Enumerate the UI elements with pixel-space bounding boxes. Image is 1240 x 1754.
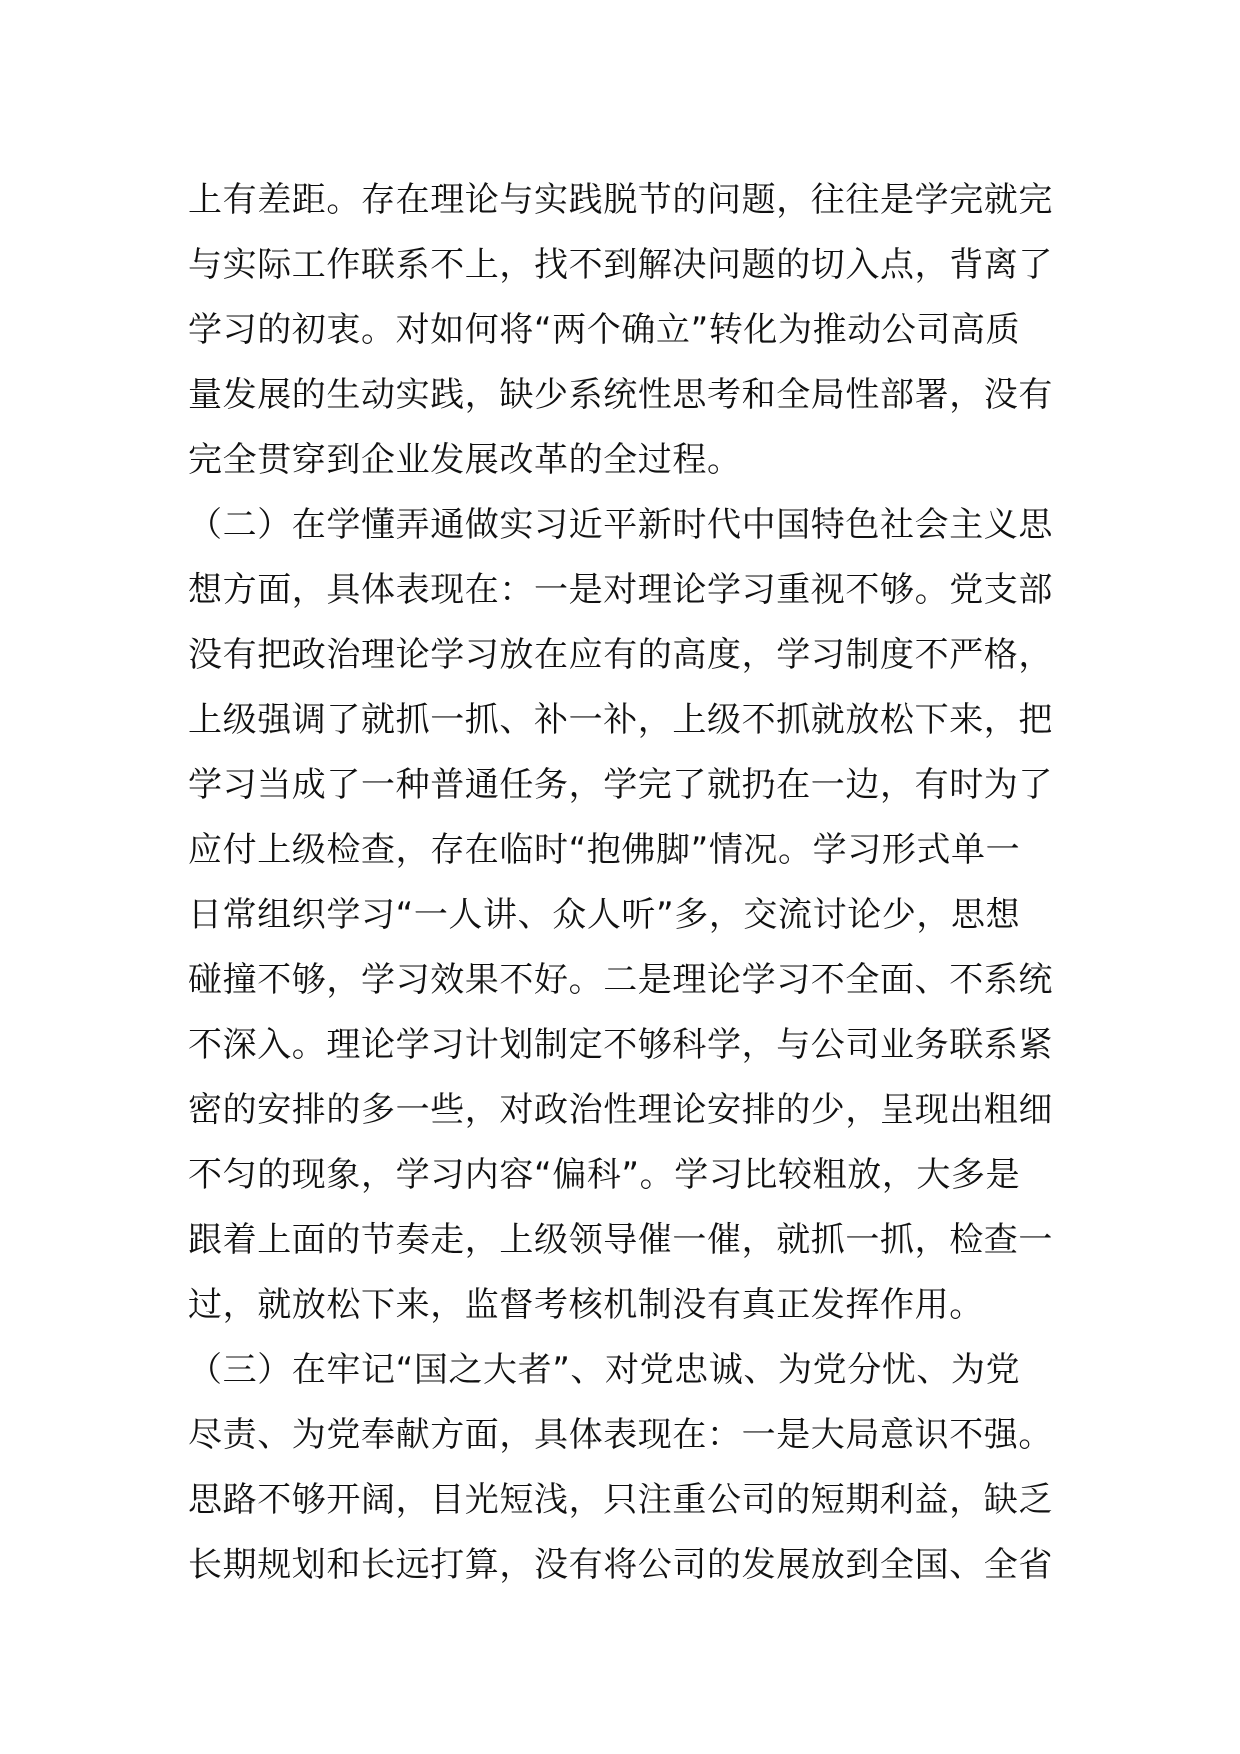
text-line: 学习当成了一种普通任务，学完了就扔在一边，有时为了 (188, 765, 1053, 805)
text-line: 尽责、为党奉献方面，具体表现在：一是大局意识不强。 (188, 1415, 1053, 1455)
text-line: 与实际工作联系不上，找不到解决问题的切入点，背离了 (188, 245, 1053, 285)
text-line: 思路不够开阔，目光短浅，只注重公司的短期利益，缺乏 (188, 1480, 1053, 1520)
text-line: 不匀的现象，学习内容“偏科”。学习比较粗放，大多是 (188, 1155, 1021, 1195)
text-line: 过，就放松下来，监督考核机制没有真正发挥作用。 (188, 1285, 984, 1325)
text-line: 跟着上面的节奏走，上级领导催一催，就抓一抓，检查一 (188, 1220, 1053, 1260)
text-line: 碰撞不够，学习效果不好。二是理论学习不全面、不系统 (188, 960, 1053, 1000)
text-line: 日常组织学习“一人讲、众人听”多，交流讨论少，思想 (188, 895, 1021, 935)
text-line: 完全贯穿到企业发展改革的全过程。 (188, 440, 742, 480)
text-line: 没有把政治理论学习放在应有的高度，学习制度不严格， (188, 635, 1053, 675)
section-heading-line: （二）在学懂弄通做实习近平新时代中国特色社会主义思 (188, 505, 1053, 545)
text-line: 应付上级检查，存在临时“抱佛脚”情况。学习形式单一 (188, 830, 1021, 870)
text-line: 长期规划和长远打算，没有将公司的发展放到全国、全省 (188, 1545, 1053, 1585)
text-line: 量发展的生动实践，缺少系统性思考和全局性部署，没有 (188, 375, 1053, 415)
text-line: 上有差距。存在理论与实践脱节的问题，往往是学完就完 (188, 180, 1053, 220)
text-line: 密的安排的多一些，对政治性理论安排的少，呈现出粗细 (188, 1090, 1053, 1130)
body-text (188, 168, 1068, 1598)
section-heading-line: （三）在牢记“国之大者”、对党忠诚、为党分忧、为党 (188, 1350, 1021, 1390)
text-line: 不深入。理论学习计划制定不够科学，与公司业务联系紧 (188, 1025, 1053, 1065)
text-line: 上级强调了就抓一抓、补一补，上级不抓就放松下来，把 (188, 700, 1053, 740)
text-line: 学习的初衷。对如何将“两个确立”转化为推动公司高质 (188, 310, 1021, 350)
text-line: 想方面，具体表现在：一是对理论学习重视不够。党支部 (188, 570, 1053, 610)
